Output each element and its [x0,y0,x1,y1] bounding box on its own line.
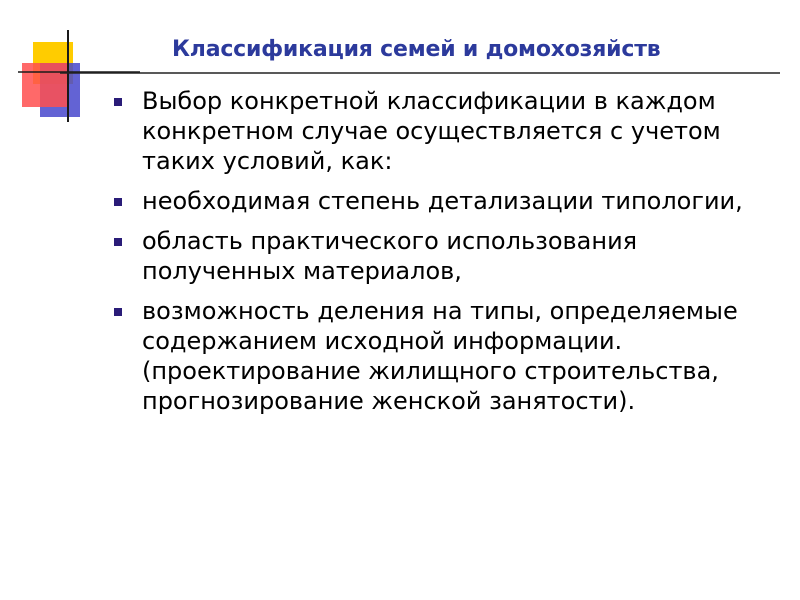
title-underline [60,71,800,75]
list-item [105,86,785,176]
bullet-text: область практического использования полученных материалов, [142,227,638,285]
slide-title: Классификация семей и домохозяйств [172,37,661,62]
list-item [105,186,785,216]
bullet-text: возможность деления на типы, определяемые содержанием исходной информации. (проектирование жилищного строительства, прогнозирование женской занятости). [142,297,738,415]
bullet-marker [114,238,122,246]
deco-red-square [22,63,68,107]
bullet-marker [114,308,122,316]
bullet-marker [114,198,122,206]
list-item [105,296,785,416]
bullet-text: необходимая степень детализации типологии, [142,187,743,215]
bullet-list [105,86,785,426]
bullet-marker [114,98,122,106]
list-item [105,226,785,286]
bullet-text: Выбор конкретной классификации в каждом конкретном случае осуществляется с учетом таких условий, как: [142,87,721,175]
